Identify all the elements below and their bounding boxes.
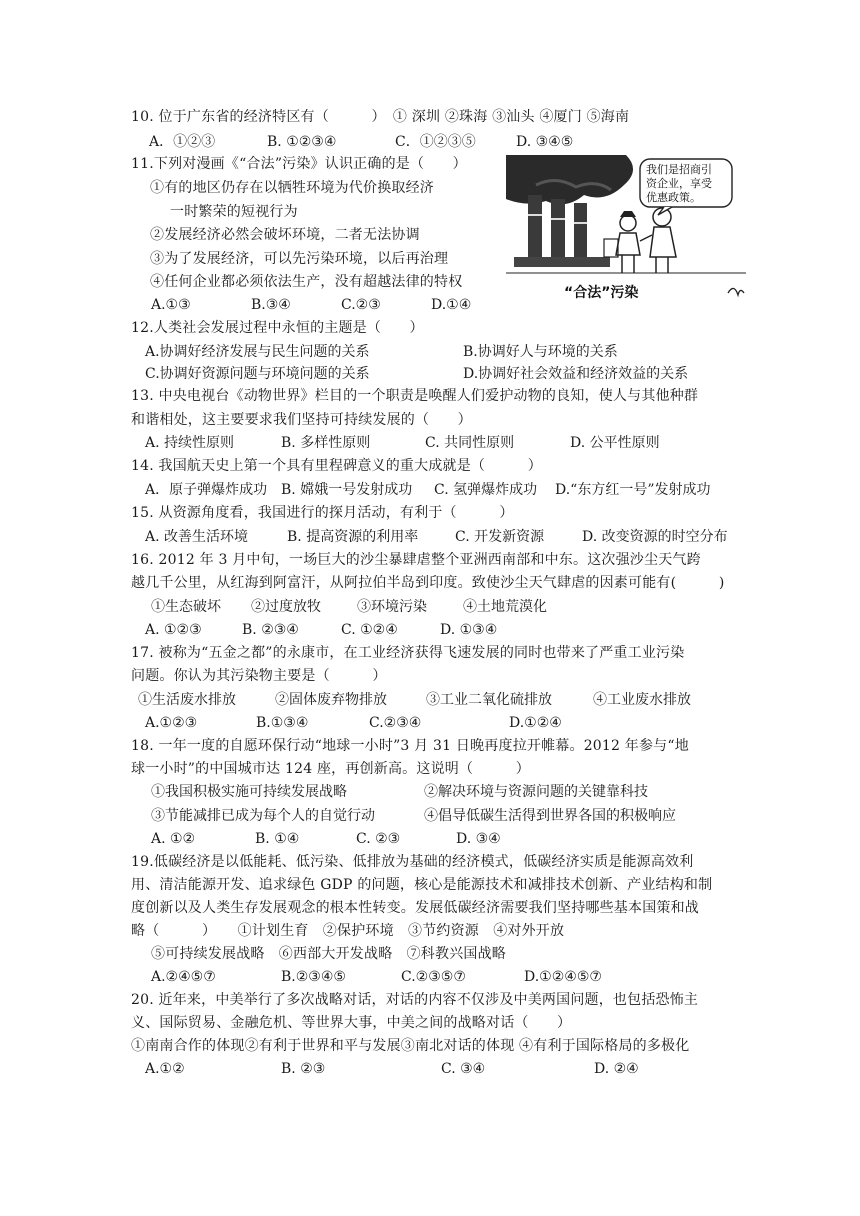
q14-option-a[interactable]: A．原子弹爆炸成功 bbox=[145, 482, 268, 498]
q12-option-c[interactable]: C.协调好资源问题与环境问题的关系 bbox=[145, 366, 370, 382]
q16-stem-line1: 16. 2012 年 3 月中旬，一场巨大的沙尘暴肆虐整个亚洲西南部和中东。这次强沙尘天气跨 bbox=[131, 552, 701, 568]
q17-option-c[interactable]: C.②③④ bbox=[369, 715, 422, 731]
q19-stem-line1: 19.低碳经济是以低能耗、低污染、低排放为基础的经济模式，低碳经济实质是能源高效利 bbox=[131, 854, 694, 870]
q13-stem-line2: 和谐相处，这主要要求我们坚持可持续发展的（ ） bbox=[131, 412, 472, 428]
q17-item-4: ④工业废水排放 bbox=[593, 692, 691, 708]
q15-stem: 15. 从资源角度看，我国进行的探月活动，有利于（ ） bbox=[131, 505, 514, 521]
pollution-cartoon bbox=[506, 155, 746, 307]
q20-option-a[interactable]: A.①② bbox=[145, 1061, 185, 1077]
q17-stem-line2: 问题。你认为其污染物主要是（ ） bbox=[131, 668, 387, 684]
cartoon-caption: “合法”污染 bbox=[564, 285, 639, 301]
q19-option-d[interactable]: D.①②④⑤⑦ bbox=[524, 969, 602, 985]
q18-item-1: ①我国积极实施可持续发展战略 bbox=[151, 784, 347, 800]
q11-item-2: ②发展经济必然会破坏环境，二者无法协调 bbox=[150, 227, 420, 243]
q14-option-c[interactable]: C. 氢弹爆炸成功 bbox=[434, 482, 538, 498]
q12-option-b[interactable]: B.协调好人与环境的关系 bbox=[463, 344, 618, 360]
q20-option-d[interactable]: D. ②④ bbox=[594, 1061, 639, 1077]
q19-option-a[interactable]: A.②④⑤⑦ bbox=[151, 969, 216, 985]
q18-item-2: ②解决环境与资源问题的关键靠科技 bbox=[424, 784, 648, 800]
q11-item-4: ④任何企业都必须依法生产，没有超越法律的特权 bbox=[150, 274, 463, 290]
q13-option-a[interactable]: A. 持续性原则 bbox=[145, 435, 235, 451]
q13-stem-line1: 13. 中央电视台《动物世界》栏目的一个职责是唤醒人们爱护动物的良知，使人与其他种群 bbox=[131, 388, 699, 404]
q11-option-d[interactable]: D.①④ bbox=[431, 297, 472, 313]
q15-option-b[interactable]: B. 提高资源的利用率 bbox=[287, 529, 419, 545]
chimney-2 bbox=[551, 199, 565, 261]
chimney-3 bbox=[574, 203, 587, 261]
q15-option-c[interactable]: C. 开发新资源 bbox=[455, 529, 545, 545]
q10-stem: 10. 位于广东省的经济特区有（ ） ① 深圳 ②珠海 ③汕头 ④厦门 ⑤海南 bbox=[131, 109, 630, 125]
bubble-text-1: 我们是招商引 bbox=[646, 163, 712, 176]
person-left-head bbox=[620, 215, 636, 231]
q11-item-1: ①有的地区仍存在以牺牲环境为代价换取经济 bbox=[150, 180, 434, 196]
bubble-text-3: 优惠政策。 bbox=[646, 191, 701, 204]
q10-option-c[interactable]: C．①②③⑤ bbox=[395, 134, 476, 150]
q14-option-b[interactable]: B. 嫦娥一号发射成功 bbox=[281, 482, 413, 498]
q19-stem-line3: 度创新以及人类生存发展观念的根本性转变。发展低碳经济需要我们坚持哪些基本国策和战 bbox=[131, 900, 699, 916]
q18-option-c[interactable]: C. ②③ bbox=[356, 831, 401, 847]
q13-option-c[interactable]: C. 共同性原则 bbox=[425, 435, 515, 451]
q17-option-b[interactable]: B.①③④ bbox=[256, 715, 309, 731]
q18-stem-line1: 18. 一年一度的自愿环保行动“地球一小时”3 月 31 日晚再度拉开帷幕。2012 年参与“地 bbox=[131, 738, 689, 754]
q11-item-1-cont: 一时繁荣的短视行为 bbox=[170, 204, 298, 220]
q18-item-3: ③节能减排已成为每个人的自觉行动 bbox=[151, 808, 375, 824]
q12-option-a[interactable]: A.协调好经济发展与民生问题的关系 bbox=[145, 344, 370, 360]
q13-option-b[interactable]: B. 多样性原则 bbox=[281, 435, 371, 451]
q19-stem-line5: ⑤可持续发展战略 ⑥西部大开发战略 ⑦科教兴国战略 bbox=[151, 946, 506, 962]
q18-option-a[interactable]: A. ①② bbox=[151, 831, 196, 847]
q11-stem: 11.下列对漫画《“合法”污染》认识正确的是（ ） bbox=[131, 156, 467, 172]
q16-item-1: ①生态破坏 bbox=[151, 599, 221, 615]
q10-option-b[interactable]: B. ①②③④ bbox=[267, 134, 337, 150]
q14-stem: 14. 我国航天史上第一个具有里程碑意义的重大成就是（ ） bbox=[131, 458, 542, 474]
q13-option-d[interactable]: D. 公平性原则 bbox=[570, 435, 660, 451]
q17-option-d[interactable]: D.①②④ bbox=[509, 715, 562, 731]
q15-option-a[interactable]: A. 改善生活环境 bbox=[145, 529, 249, 545]
q20-stem-line1: 20. 近年来，中美举行了多次战略对话，对话的内容不仅涉及中美两国问题，也包括恐怖主 bbox=[131, 992, 699, 1008]
q11-option-a[interactable]: A.①③ bbox=[151, 297, 191, 313]
q16-item-4: ④土地荒漠化 bbox=[463, 599, 547, 615]
artist-signature bbox=[728, 288, 744, 295]
q20-stem-line2: 义、国际贸易、金融危机、等世界大事，中美之间的战略对话（ ） bbox=[131, 1015, 572, 1031]
q17-item-1: ①生活废水排放 bbox=[138, 692, 236, 708]
q17-item-3: ③工业二氧化硫排放 bbox=[426, 692, 552, 708]
smoke-cloud bbox=[506, 155, 633, 204]
q16-item-3: ③环境污染 bbox=[357, 599, 427, 615]
q11-option-c[interactable]: C.②③ bbox=[341, 297, 381, 313]
cartoon-illustration bbox=[506, 155, 746, 307]
q19-option-c[interactable]: C.②③⑤⑦ bbox=[401, 969, 466, 985]
q19-stem-line4: 略（ ） ①计划生育 ②保护环境 ③节约资源 ④对外开放 bbox=[131, 923, 565, 939]
q16-option-a[interactable]: A. ①②③ bbox=[145, 622, 202, 638]
q20-option-c[interactable]: C. ③④ bbox=[441, 1061, 486, 1077]
q18-option-b[interactable]: B. ①④ bbox=[255, 831, 300, 847]
q19-option-b[interactable]: B.②③④⑤ bbox=[281, 969, 346, 985]
q18-item-4: ④倡导低碳生活得到世界各国的积极响应 bbox=[424, 808, 676, 824]
q15-option-d[interactable]: D. 改变资源的时空分布 bbox=[582, 529, 728, 545]
q10-option-d[interactable]: D. ③④⑤ bbox=[516, 134, 574, 150]
q16-item-2: ②过度放牧 bbox=[251, 599, 321, 615]
q19-stem-line2: 用、清洁能源开发、追求绿色 GDP 的问题，核心是能源技术和减排技术创新、产业结构和制 bbox=[131, 877, 713, 893]
q11-item-3: ③为了发展经济，可以先污染环境，以后再治理 bbox=[150, 251, 449, 267]
chimney-1 bbox=[528, 195, 542, 261]
q20-stem-line3: ①南南合作的体现②有利于世界和平与发展③南北对话的体现 ④有利于国际格局的多极化 bbox=[131, 1038, 690, 1054]
q12-stem: 12.人类社会发展过程中永恒的主题是（ ） bbox=[131, 320, 424, 336]
q18-option-d[interactable]: D. ③④ bbox=[456, 831, 501, 847]
q11-option-b[interactable]: B.③④ bbox=[251, 297, 291, 313]
q10-option-a[interactable]: A．①②③ bbox=[149, 134, 216, 150]
q16-option-c[interactable]: C. ①②④ bbox=[341, 622, 398, 638]
q16-option-d[interactable]: D. ①③④ bbox=[440, 622, 498, 638]
q18-stem-line2: 球一小时”的中国城市达 124 座，再创新高。这说明（ ） bbox=[131, 761, 530, 777]
q14-option-d[interactable]: D.“东方红一号”发射成功 bbox=[555, 482, 711, 498]
q17-stem-line1: 17. 被称为“五金之都”的永康市，在工业经济获得飞速发展的同时也带来了严重工业污染 bbox=[131, 645, 685, 661]
bubble-text-2: 资企业，享受 bbox=[646, 177, 712, 190]
q17-option-a[interactable]: A.①②③ bbox=[145, 715, 198, 731]
q20-option-b[interactable]: B. ②③ bbox=[281, 1061, 326, 1077]
q16-option-b[interactable]: B. ②③④ bbox=[242, 622, 299, 638]
q12-option-d[interactable]: D.协调好社会效益和经济效益的关系 bbox=[463, 366, 689, 382]
q16-stem-line2: 越几千公里，从红海到阿富汗，从阿拉伯半岛到印度。致使沙尘天气肆虐的因素可能有( ) bbox=[131, 575, 725, 591]
q17-item-2: ②固体废弃物排放 bbox=[275, 692, 387, 708]
